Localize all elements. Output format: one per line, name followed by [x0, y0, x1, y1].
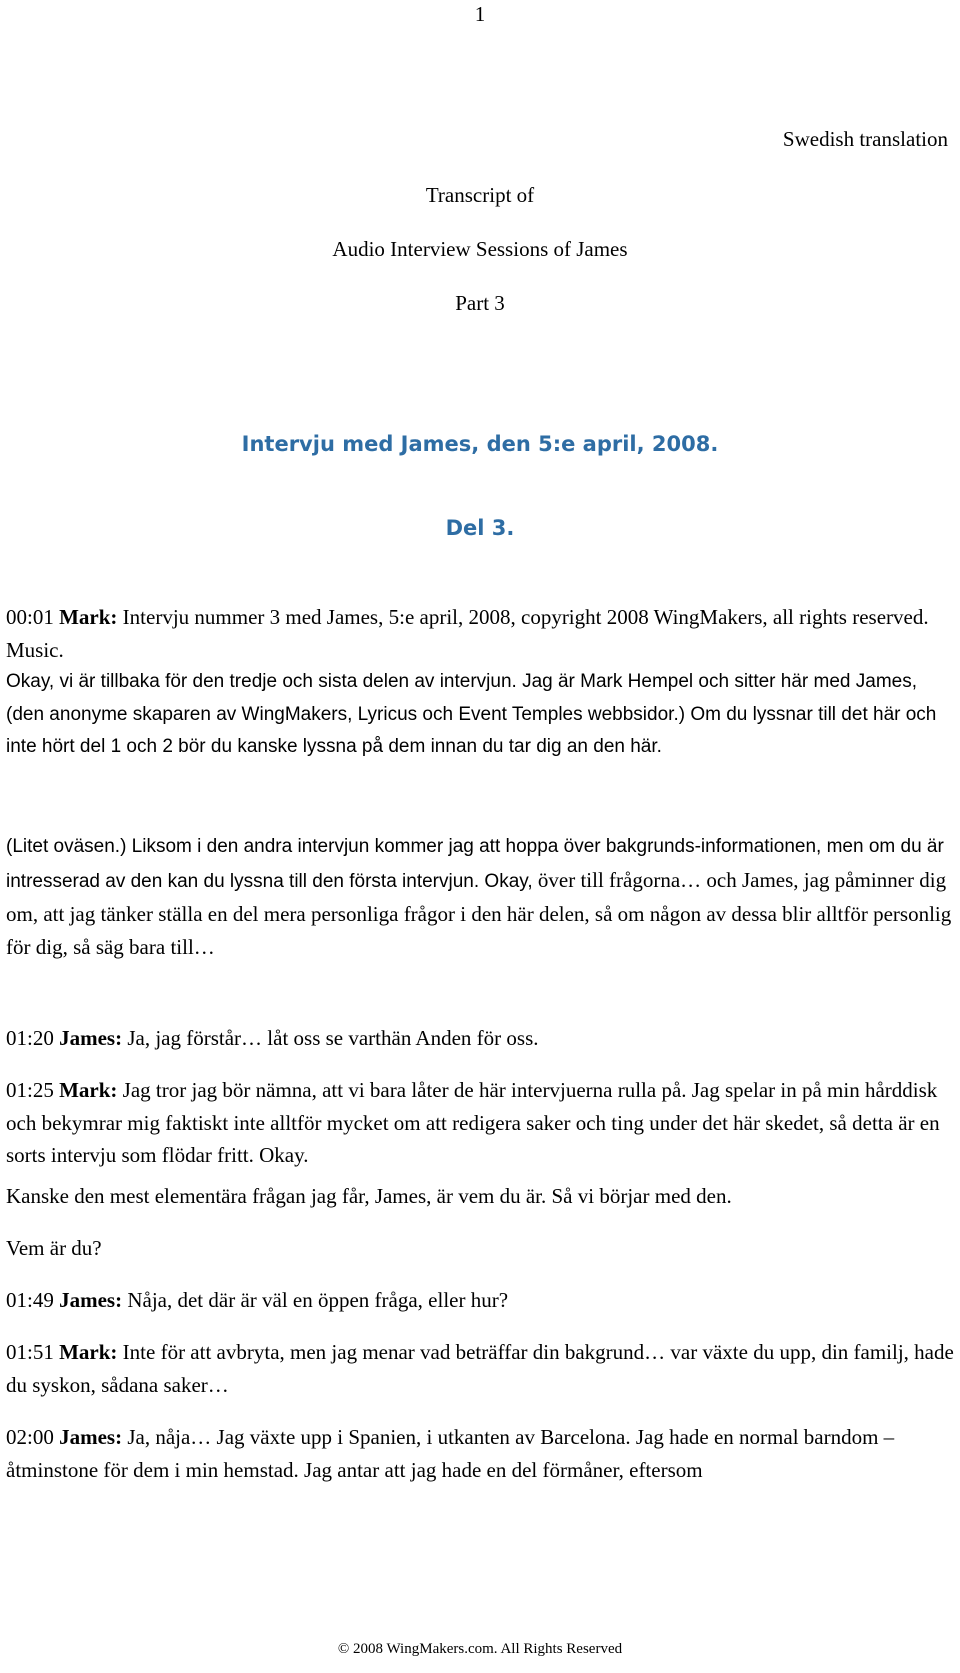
copyright-footer: © 2008 WingMakers.com. All Rights Reserved [337, 1641, 623, 1657]
paragraph-2 [6, 666, 956, 764]
paragraph-8 [6, 1284, 956, 1317]
timestamp: 02:00 [6, 1425, 54, 1449]
paragraph-text: Kanske den mest elementära frågan jag får, James, är vem du är. Så vi börjar med den. [6, 1184, 732, 1208]
interview-heading: Intervju med James, den 5:e april, 2008. [241, 432, 719, 456]
paragraph-text: Okay, vi är tillbaka för den tredje och sista delen av intervjun. Jag är Mark Hempel och sitter här med James, (den anonyme skaparen av WingMakers, Lyricus och Event Temples webbsidor.) Om du lyssnar till det här och inte hört del 1 och 2 bör du kanske lyssna på dem innan du tar dig an den här. [6, 671, 937, 757]
timestamp: 01:20 [6, 1026, 54, 1050]
paragraph-text: Inte för att avbryta, men jag menar vad beträffar din bakgrund… var växte du upp, din familj, hade du syskon, sådana saker… [6, 1340, 954, 1397]
paragraph-6 [6, 1180, 956, 1213]
speaker-label: James: [59, 1425, 123, 1449]
paragraph-text: över till frågorna… och James, jag påminner dig om, att jag tänker ställa en del mera personliga frågor i den här delen, så om någon av dessa blir alltför personlig för dig, så säg bara till… [6, 867, 952, 959]
speaker-label: James: [59, 1026, 123, 1050]
page-number: 1 [474, 2, 486, 26]
paragraph-text: Ja, nåja… Jag växte upp i Spanien, i utkanten av Barcelona. Jag hade en normal barndom – åtminstone för dem i min hemstad. Jag antar att jag hade en del förmåner, eftersom [6, 1425, 895, 1482]
timestamp: 01:25 [6, 1078, 54, 1102]
paragraph-text-sans: (Litet oväsen.) Liksom i den andra intervjun kommer jag att hoppa över bakgrunds-informationen, men om du är intresserad av den kan du lyssna till den första intervjun. Okay, [6, 836, 944, 892]
part-heading: Del 3. [445, 516, 515, 540]
paragraph-text: Jag tror jag bör nämna, att vi bara låter de här intervjuerna rulla på. Jag spelar in på min hårddisk och bekymrar mig faktiskt inte alltför mycket om att redigera saker och ting under det här skedet, så detta är en sorts intervju som flödar fritt. Okay. [6, 1078, 940, 1167]
paragraph-7 [6, 1232, 956, 1265]
timestamp: 01:51 [6, 1340, 54, 1364]
paragraph-text: Intervju nummer 3 med James, 5:e april, 2008, copyright 2008 WingMakers, all rights reserved. Music. [6, 605, 929, 662]
paragraph-4 [6, 1022, 956, 1055]
speaker-label: Mark: [59, 605, 118, 629]
paragraph-text: Nåja, det där är väl en öppen fråga, eller hur? [122, 1288, 509, 1312]
paragraph-5 [6, 1074, 956, 1172]
timestamp: 00:01 [6, 605, 54, 629]
title-line-3: Part 3 [455, 291, 505, 315]
paragraph-10 [6, 1421, 956, 1486]
translation-note: Swedish translation [782, 127, 948, 151]
paragraph-1 [6, 601, 956, 666]
timestamp: 01:49 [6, 1288, 54, 1312]
paragraph-text: Ja, jag förstår… låt oss se varthän Anden för oss. [122, 1026, 539, 1050]
speaker-label: James: [59, 1288, 123, 1312]
speaker-label: Mark: [59, 1340, 118, 1364]
paragraph-3 [6, 829, 956, 963]
paragraph-text: Vem är du? [6, 1236, 102, 1260]
paragraph-9 [6, 1336, 956, 1401]
title-line-1: Transcript of [425, 183, 535, 207]
speaker-label: Mark: [59, 1078, 118, 1102]
title-line-2: Audio Interview Sessions of James [332, 237, 628, 261]
